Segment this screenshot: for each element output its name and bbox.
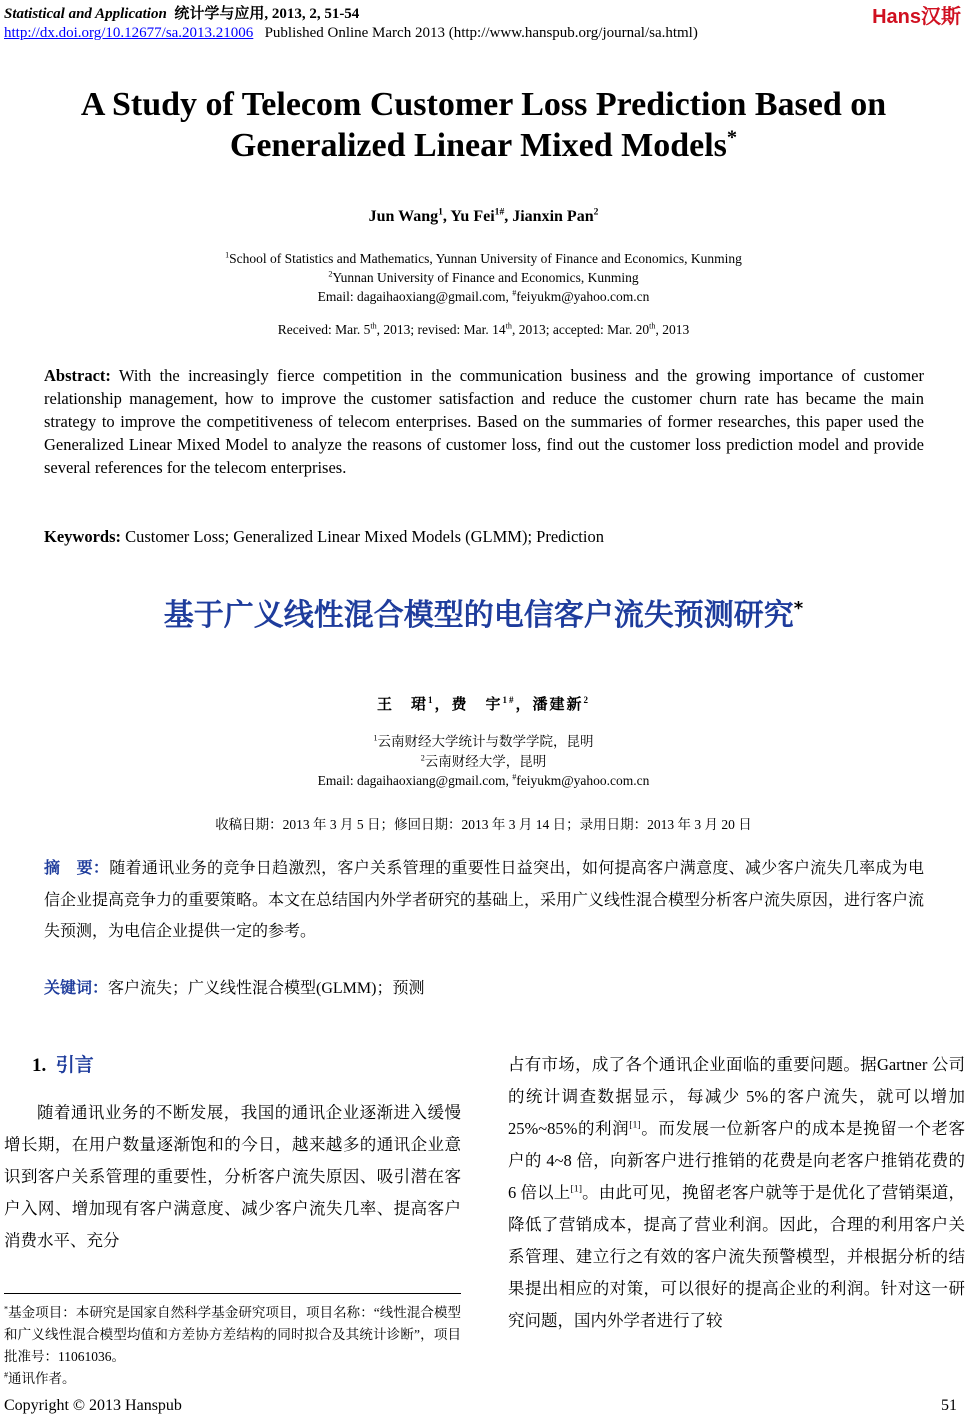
journal-name: Statistical and Application: [4, 6, 167, 22]
cn-email-mark: #: [512, 772, 517, 782]
body-left-column: 随着通讯业务的不断发展，我国的通讯企业逐渐进入缓慢增长期，在用户数量逐渐饱和的今日，越来越多的通讯企业意识到客户关系管理的重要性，分析客户流失原因、吸引潜在客户入网、增加现有客户满意度、减少客户流失几率、提高客户消费水平、充分: [4, 1103, 461, 1250]
email-2: feiyukm@yahoo.com.cn: [516, 289, 650, 304]
cn-keywords-text: 客户流失；广义线性混合模型(GLMM)；预测: [108, 980, 425, 997]
section-number: 1.: [32, 1055, 47, 1076]
author-3-sup: 2: [593, 206, 599, 218]
cn-email-2: feiyukm@yahoo.com.cn: [516, 773, 650, 788]
th-1: th: [370, 321, 377, 331]
doi-line: [4, 25, 698, 42]
title-footnote-mark: *: [726, 126, 738, 149]
citation-2[interactable]: [1]: [570, 1183, 582, 1195]
cn-author-2: ，费 宇: [434, 697, 503, 713]
footnote-2: 通讯作者。: [8, 1371, 76, 1386]
cn-title-text: 基于广义线性混合模型的电信客户流失预测研究: [163, 598, 794, 633]
page-number: 51: [941, 1397, 957, 1414]
copyright: Copyright © 2013 Hanspub: [4, 1397, 182, 1414]
cn-aff-1-sup: 1: [373, 733, 378, 743]
hans-logo: [872, 0, 961, 29]
aff-1-sup: 1: [225, 250, 230, 260]
cn-author-3: ，潘建新: [515, 697, 584, 713]
body-right-column: [508, 1049, 965, 1337]
cn-abstract-text: 随着通讯业务的竞争日趋激烈，客户关系管理的重要性日益突出，如何提高客户满意度、减少客户流失几率成为电信企业提高竞争力的重要策略。本文在总结国内外学者研究的基础上，采用广义线性混合模型分析客户流失原因，进行客户流失预测，为电信企业提供一定的参考。: [44, 860, 925, 940]
author-1: Jun Wang: [368, 208, 439, 225]
revised: , 2013; revised: Mar. 14: [376, 322, 506, 337]
citation-1[interactable]: [1]: [629, 1119, 641, 1131]
cn-authors: [0, 693, 967, 714]
section-title: 引言: [55, 1054, 94, 1076]
footnotes: [4, 1302, 461, 1390]
received: Received: Mar. 5: [277, 322, 371, 337]
title-line-1: A Study of Telecom Customer Loss Prediction Based on: [80, 86, 887, 123]
cn-affiliations: [0, 732, 967, 791]
title-line-2: Generalized Linear Mixed Models: [229, 127, 727, 164]
keywords: [44, 525, 924, 548]
th-3: th: [649, 321, 656, 331]
author-1-sup: 1: [438, 206, 443, 218]
th-2: th: [505, 321, 512, 331]
cn-title-mark: *: [793, 598, 804, 619]
year: , 2013: [655, 322, 690, 337]
footnote-1-mark: *: [4, 1304, 9, 1314]
journal-header: [4, 2, 359, 23]
authors: [0, 208, 967, 226]
keywords-label: Keywords:: [44, 527, 121, 546]
cn-keywords: [44, 975, 424, 998]
keywords-text: Customer Loss; Generalized Linear Mixed Models (GLMM); Prediction: [121, 527, 604, 546]
cn-affiliation-2: 云南财经大学，昆明: [424, 753, 547, 769]
body-right-p2: 。而发展一位新客户的成本是挽留一个老客户的 4~8 倍，向新客户进行推销的花费是向老客户推销花费的 6 倍以上: [508, 1119, 966, 1202]
affiliation-2: Yunnan University of Finance and Economics, Kunming: [332, 270, 639, 285]
accepted: , 2013; accepted: Mar. 20: [511, 322, 650, 337]
cn-email-1: Email: dagaihaoxiang@gmail.com,: [317, 773, 513, 788]
footnote-1: 基金项目：本研究是国家自然科学基金研究项目，项目名称：“线性混合模型和广义线性混合模型均值和方差协方差结构的同时拟合及其统计诊断”，项目批准号：11061036。: [4, 1305, 461, 1364]
body-right-p1: 占有市场，成了各个通讯企业面临的重要问题。据Gartner 公司的统计调查数据显示，每减少 5%的客户流失，就可以增加 25%~85%的利润: [508, 1055, 965, 1138]
abstract-text: With the increasingly fierce competition in the communication business and the growing importance of customer relationship management, how to improve the customer satisfaction and reduce the customer churn rate has became the main strategy to improve the competitiveness of telecom enterprises. Based on the summaries of former researches, this paper used the Generalized Linear Mixed Model to analyze the reasons of customer loss, find out the customer loss prediction model and provide several references for the telecom enterprises.: [44, 366, 924, 477]
cn-dates: 收稿日期：2013 年 3 月 5 日；修回日期：2013 年 3 月 14 日；录用日期：2013 年 3 月 20 日: [215, 817, 752, 832]
cn-author-2-sup: 1#: [502, 695, 516, 705]
abstract-label: Abstract:: [44, 366, 111, 385]
author-3: , Jianxin Pan: [504, 208, 594, 225]
aff-2-sup: 2: [328, 269, 333, 279]
cn-abstract: [44, 853, 924, 948]
footnote-2-mark: #: [4, 1370, 9, 1380]
affiliation-1: School of Statistics and Mathematics, Yunnan University of Finance and Economics, Kunming: [229, 251, 742, 266]
received-dates: [0, 322, 967, 338]
footnote-divider: [4, 1293, 461, 1294]
cn-abstract-label: 摘 要：: [44, 860, 110, 877]
published-info: Published Online March 2013 (http://www.hanspub.org/journal/sa.html): [264, 25, 698, 41]
abstract: [44, 364, 924, 479]
paper-title: [0, 84, 967, 166]
cn-keywords-label: 关键词：: [44, 980, 109, 997]
email-mark: #: [512, 288, 517, 298]
affiliations: [0, 249, 967, 306]
logo-en: Hans: [872, 6, 921, 28]
cn-aff-2-sup: 2: [420, 753, 425, 762]
author-2: , Yu Fei: [442, 208, 495, 225]
journal-issue: 统计学与应用, 2013, 2, 51-54: [174, 6, 360, 22]
cn-author-3-sup: 2: [583, 695, 591, 705]
author-2-sup: 1#: [494, 206, 505, 218]
cn-title: [0, 590, 967, 634]
cn-affiliation-1: 云南财经大学统计与数学学院，昆明: [377, 734, 594, 749]
cn-author-1: 王 珺: [376, 697, 428, 713]
doi-link[interactable]: http://dx.doi.org/10.12677/sa.2013.21006: [4, 25, 254, 41]
cn-author-1-sup: 1: [427, 695, 435, 705]
logo-cn: 汉斯: [921, 6, 961, 28]
section-heading: [32, 1050, 94, 1077]
body-right-p3: 。由此可见，挽留老客户就等于是优化了营销渠道，降低了营销成本，提高了营业利润。因此，合理的利用客户关系管理、建立行之有效的客户流失预警模型，并根据分析的结果提出相应的对策，可以很好的提高企业的利润。针对这一研究问题，国内外学者进行了较: [508, 1183, 966, 1330]
email-1: Email: dagaihaoxiang@gmail.com,: [317, 289, 513, 304]
